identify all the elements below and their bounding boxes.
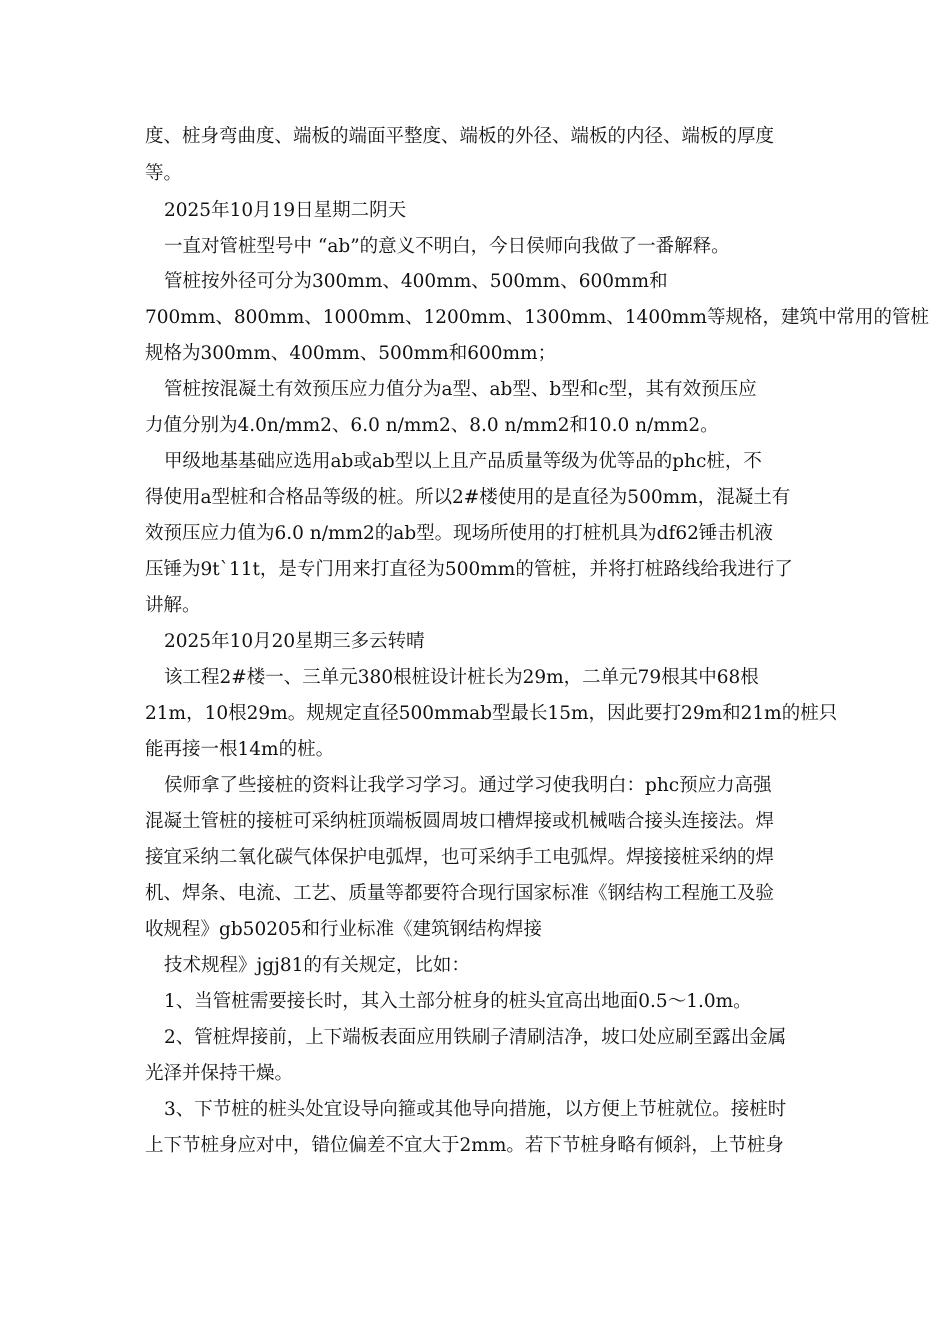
- text-line: 等。: [145, 163, 183, 184]
- text-line: 光泽并保持干燥。: [145, 1063, 294, 1084]
- text-line: 压锤为9t`11t，是专门用来打直径为500mm的管桩，并将打桩路线给我进行了: [145, 559, 793, 580]
- text-line: 混凝土管桩的接桩可采纳桩顶端板圆周坡口槽焊接或机械啮合接头连接法。焊: [145, 811, 775, 832]
- text-line: 度、桩身弯曲度、端板的端面平整度、端板的外径、端板的内径、端板的厚度: [145, 126, 775, 147]
- text-line: 管桩按外径可分为300mm、400mm、500mm、600mm和: [164, 271, 668, 292]
- text-line: 700mm、800mm、1000mm、1200mm、1300mm、1400mm等规格，建筑中常用的管桩: [145, 307, 929, 328]
- list-item: 3、下节桩的桩头处宜设导向箍或其他导向措施，以方便上节桩就位。接桩时: [164, 1099, 787, 1120]
- text-line: 一直对管桩型号中 “ab”的意义不明白，今日侯师向我做了一番解释。: [164, 236, 730, 257]
- text-line: 力值分别为4.0n/mm2、6.0 n/mm2、8.0 n/mm2和10.0 n/mm2。: [145, 415, 719, 436]
- text-line: 得使用a型桩和合格品等级的桩。所以2#楼使用的是直径为500mm，混凝土有: [145, 487, 791, 508]
- list-item: 2、管桩焊接前，上下端板表面应用铁刷子清刷洁净，坡口处应刷至露出金属: [164, 1027, 787, 1048]
- date-heading: 2025年10月19日星期二阴天: [164, 200, 407, 221]
- date-heading: 2025年10月20星期三多云转晴: [164, 631, 425, 652]
- text-line: 机、焊条、电流、工艺、质量等都要符合现行国家标准《钢结构工程施工及验: [145, 883, 775, 904]
- list-item: 1、当管桩需要接长时，其入土部分桩身的桩头宜高出地面0.5～1.0m。: [164, 991, 752, 1012]
- text-line: 该工程2#楼一、三单元380根桩设计桩长为29m，二单元79根其中68根: [164, 667, 759, 688]
- text-line: 规格为300mm、400mm、500mm和600mm；: [145, 343, 557, 364]
- text-line: 效预压应力值为6.0 n/mm2的ab型。现场所使用的打桩机具为df62锤击机液: [145, 523, 773, 544]
- text-line: 21m，10根29m。规规定直径500mmab型最长15m，因此要打29m和21m的桩只: [145, 703, 838, 724]
- text-line: 管桩按混凝土有效预压应力值分为a型、ab型、b型和c型，其有效预压应: [164, 379, 757, 400]
- text-line: 讲解。: [145, 595, 201, 616]
- text-line: 接宜采纳二氧化碳气体保护电弧焊，也可采纳手工电弧焊。焊接接桩采纳的焊: [145, 847, 775, 868]
- text-line: 收规程》gb50205和行业标准《建筑钢结构焊接: [145, 919, 543, 940]
- text-line: 甲级地基基础应选用ab或ab型以上且产品质量等级为优等品的phc桩，不: [164, 451, 762, 472]
- text-line: 技术规程》jgj81的有关规定，比如：: [164, 955, 470, 976]
- text-line: 上下节桩身应对中，错位偏差不宜大于2mm。若下节桩身略有倾斜，上节桩身: [145, 1135, 784, 1156]
- text-line: 侯师拿了些接桩的资料让我学习学习。通过学习使我明白：phc预应力高强: [164, 775, 772, 796]
- text-line: 能再接一根14m的桩。: [145, 739, 335, 760]
